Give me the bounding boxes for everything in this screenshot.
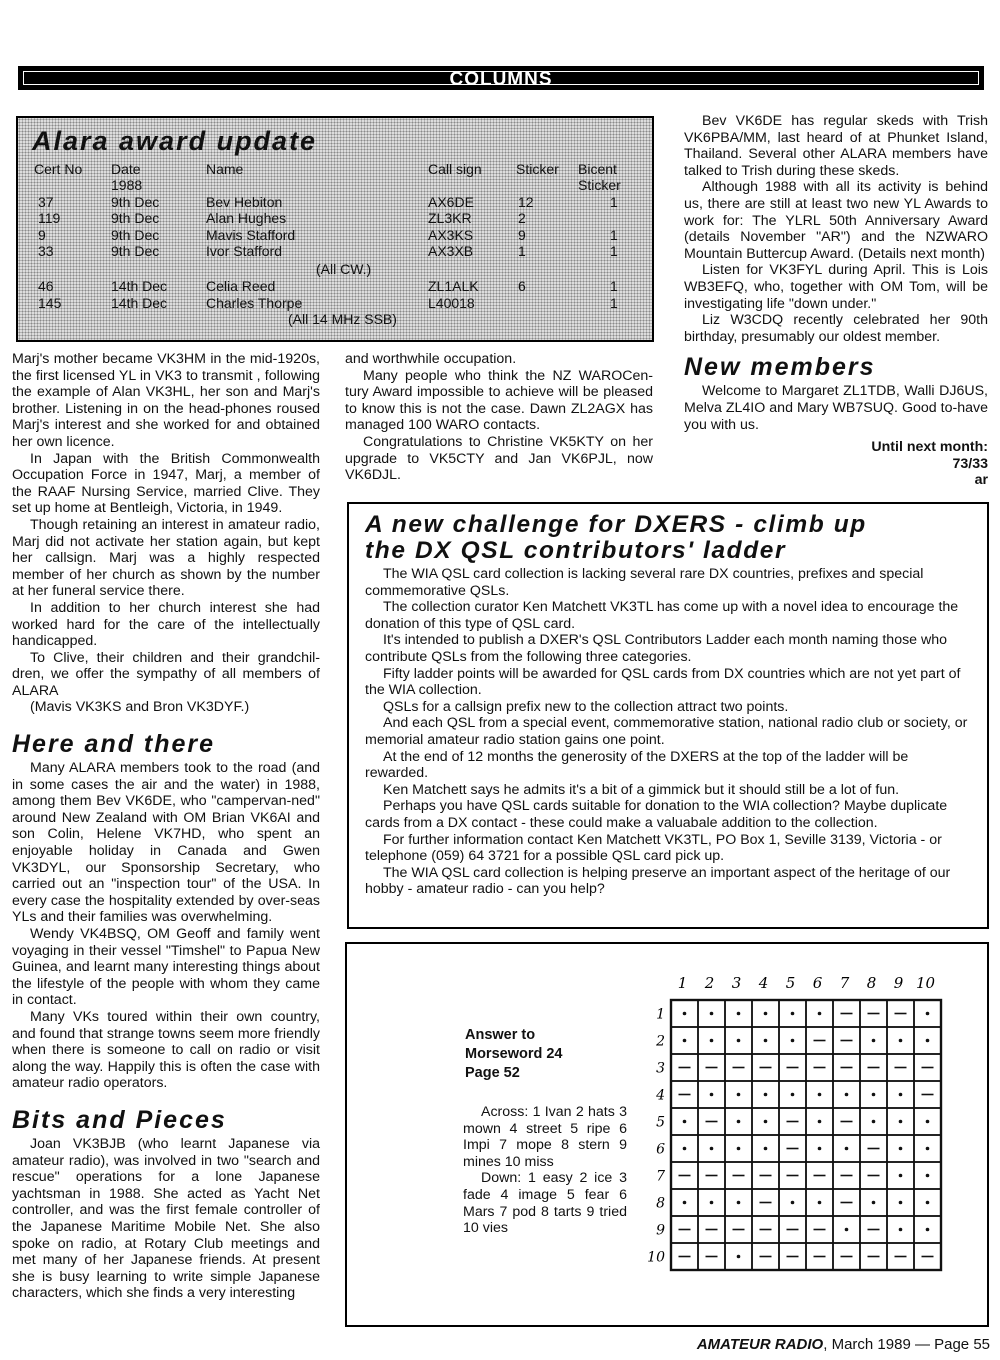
award-update-box (16, 116, 654, 342)
paragraph: Joan VK3BJB (who learnt Japanese via amateur radio), was involved in two "search and rescue" operations for a lone Japanese yachtsman in 1988. She acted as Yacht Net controller, and was the first female controller of the Japanese Maritime Mobile Net. She also spoke on radio, at Rotary Club meetings and met many of her Japanese friends. At present she is busy learning to write simple Japanese characters, which she finds a very interesting (12, 1135, 320, 1302)
heading-line: Answer to (465, 1027, 536, 1043)
col-header-call: Call sign (428, 161, 482, 177)
paragraph: Wendy VK4BSQ, OM Geoff and family went voyaging in their vessel "Timshel" to Papua New Guinea, and learnt many interesting things about the lifestyle of the people with whom they came in contact. (12, 926, 320, 1009)
morse-dot (764, 1039, 768, 1043)
heading-line: Page 52 (465, 1065, 520, 1081)
morse-dot (818, 1093, 822, 1097)
morse-dot (683, 1039, 687, 1043)
row-number: 3 (656, 1060, 665, 1077)
heading-line: Morseword 24 (465, 1046, 563, 1062)
award-cell-name: Bev Hebiton (206, 194, 283, 210)
row-number: 7 (656, 1168, 665, 1185)
award-cell-cert: 46 (38, 278, 54, 294)
award-cell-call: ZL3KR (428, 210, 472, 226)
signoff-line: Until next month: (871, 439, 988, 456)
paragraph: In addition to her church interest she had worked hard for the care of the intellectually handicapped. (12, 599, 320, 650)
award-cell-name: Ivor Stafford (206, 243, 283, 259)
morse-dot (683, 1201, 687, 1205)
award-cell-date: 14th Dec (111, 278, 168, 294)
here-and-there-title: Here and there (12, 730, 216, 759)
paragraph: Congratulations to Christine VK5KTY on her upgrade to VK5CTY and Jan VK6PJL, now VK6DJL. (345, 433, 653, 484)
bits-and-pieces-title: Bits and Pieces (12, 1105, 227, 1134)
row-number: 9 (656, 1222, 665, 1239)
paragraph: Many VKs toured within their own country, and found that strange towns seem more friendly when there is someone to call on radio or visit along the way. Happily this is often the case with amateur radio operators. (12, 1008, 320, 1092)
morse-dot (710, 1039, 714, 1043)
paragraph: Many ALARA members took to the road (and in some cases the air and the water) in 1988, among them Bev VK6DE, who "campervan-ned" around New Zealand with OM Brian VK6AI and son Colin, Helene VK7HD, who spent an enjoyable holiday in Canada and Gwen VK3DYL, our Sponsorship Secretary, who carried out an "inspection tour" of the USA. In every case the hospitality extended by over-seas YLs and their families was overwhelming. (12, 760, 320, 926)
morse-dot (818, 1012, 822, 1016)
award-cell-date: 9th Dec (111, 194, 160, 210)
paragraph: Listen for VK3FYL during April. This is Lois WB3EFQ, who, together with OM Tom, will be investigating life "down under." (684, 262, 988, 312)
morse-dot (845, 1228, 849, 1232)
morse-dot (899, 1201, 903, 1205)
morse-dot (872, 1039, 876, 1043)
column-number: 5 (785, 974, 796, 992)
row-number: 8 (656, 1195, 665, 1212)
morse-dot (764, 1120, 768, 1124)
morse-dot (737, 1120, 741, 1124)
paragraph: The WIA QSL card collection is lacking several rare DX countries, prefixes and special commemorative QSLs. (365, 566, 924, 599)
award-cell-date: 9th Dec (111, 243, 160, 259)
morse-dot (845, 1147, 849, 1151)
paragraph: and worthwhile occupation. (345, 351, 517, 367)
signoff-code: 73/33 (952, 455, 988, 472)
column-number: 3 (731, 974, 742, 992)
columns-banner (18, 66, 984, 90)
morse-dot (764, 1147, 768, 1151)
row-number: 10 (647, 1249, 665, 1266)
note-ssb: (All 14 MHz SSB) (288, 311, 397, 327)
award-cell-date: 14th Dec (111, 295, 168, 311)
award-cell-sticker: 2 (518, 210, 526, 226)
dx-title (365, 512, 971, 564)
morse-dot (791, 1093, 795, 1097)
morse-dot (683, 1147, 687, 1151)
morse-dot (737, 1201, 741, 1205)
column-number: 1 (677, 974, 688, 992)
left-intro (12, 351, 320, 716)
award-cell-sticker: 9 (518, 227, 526, 243)
award-cell-cert: 145 (38, 295, 62, 311)
paragraph: Fifty ladder points will be awarded for QSL cards from DX countries which are not yet part of the WIA collection. (365, 665, 961, 699)
new-members-title: New members (684, 353, 876, 382)
here-and-there-body (12, 760, 320, 1092)
paragraph: And each QSL from a special event, commemorative station, national radio club or society, or memorial amateur radio station gains one point. (365, 715, 968, 748)
award-cell-date: 9th Dec (111, 210, 160, 226)
page-footer (670, 1336, 990, 1353)
award-cell-sticker: 12 (518, 194, 534, 210)
clues-across: Across: 1 Ivan 2 hats 3 mown 4 street 5 ripe 6 Impi 7 mope 8 stern 9 mines 10 miss (463, 1104, 627, 1170)
column-number: 2 (704, 974, 715, 992)
dx-body (365, 566, 971, 898)
award-cell-name: Charles Thorpe (206, 295, 303, 311)
morse-dot (791, 1201, 795, 1205)
morse-dot (899, 1174, 903, 1178)
award-cell-bicent: 1 (610, 295, 618, 311)
award-cell-name: Alan Hughes (206, 210, 287, 226)
paragraph: Bev VK6DE has regular skeds with Trish VK6PBA/MM, last heard of at Phunket Island, Thailand. Several other ALARA members have talked to Trish during these skeds. (684, 113, 988, 179)
award-cell-call: AX3XB (428, 243, 474, 259)
paragraph: Although 1988 with all its activity is behind us, there are still at least two new YL Awards to work for: The YLRL 50th Anniversary Award (details November "AR") and the NZWARO Mountain Buttercup Award. (Details next month) (684, 179, 988, 262)
dx-challenge-box (347, 502, 989, 929)
col-header-name: Name (206, 161, 244, 177)
morseword-grid (643, 954, 943, 1294)
paragraph: It's intended to publish a DXER's QSL Contributors Ladder each month naming those who contribute QSLs from the following three categories. (365, 632, 948, 665)
morse-dot (926, 1201, 930, 1205)
column-number: 6 (812, 974, 823, 992)
row-number: 4 (656, 1087, 665, 1104)
paragraph: Though retaining an interest in amateur radio, Marj did not activate her station again, but kept her callsign. Marj was a highly respected member of her church as shown by the number at her funeral service there. (12, 516, 320, 600)
paragraph: Liz W3CDQ recently celebrated her 90th birthday, presumably our oldest member. (684, 312, 988, 345)
morseword-heading (465, 1026, 563, 1083)
banner-title: COLUMNS (23, 71, 979, 85)
award-title: Alara award update (32, 126, 318, 156)
col-subheader-year: 1988 (111, 177, 143, 193)
paragraph: Ken Matchett says he admits it's a bit of a gimmick but it should still be a lot of fun. (383, 781, 900, 798)
award-cell-call: ZL1ALK (428, 278, 479, 294)
morse-dot (737, 1147, 741, 1151)
column-number: 10 (915, 974, 936, 992)
morse-dot (899, 1120, 903, 1124)
award-cell-cert: 9 (38, 227, 46, 243)
morse-dot (926, 1228, 930, 1232)
paragraph: The WIA QSL card collection is helping preserve an important aspect of the heritage of our hobby - amateur radio - can you help? (365, 864, 951, 898)
column-number: 4 (758, 974, 769, 992)
award-cell-cert: 37 (38, 194, 54, 210)
column-number: 7 (839, 974, 850, 992)
award-cell-bicent: 1 (610, 278, 618, 294)
morse-dot (710, 1147, 714, 1151)
col-subheader-sticker: Sticker (578, 177, 621, 193)
dx-title-line2: the DX QSL contributors' ladder (365, 537, 787, 564)
morse-dot (710, 1201, 714, 1205)
issue-and-page: , March 1989 — Page 55 (823, 1336, 990, 1353)
morse-dot (872, 1201, 876, 1205)
row-number: 6 (656, 1141, 665, 1158)
morse-dot (926, 1147, 930, 1151)
paragraph: To Clive, their children and their grandchil-dren, we offer the sympathy of all members of ALARA (12, 649, 320, 699)
award-cell-call: L40018 (428, 295, 475, 311)
award-cell-call: AX3KS (428, 227, 474, 243)
morse-dot (899, 1147, 903, 1151)
left-column (12, 351, 320, 1302)
award-cell-name: Celia Reed (206, 278, 276, 294)
paragraph: Many people who think the NZ WAROCen-tury Award impossible to achieve will be pleased to know this is not the case. Dawn ZL2AGX has managed 100 WARO contacts. (345, 367, 653, 434)
row-number: 2 (656, 1033, 665, 1050)
right-column (684, 113, 988, 489)
col-header-cert: Cert No (34, 161, 83, 177)
award-cell-sticker: 1 (518, 243, 526, 259)
paragraph: The collection curator Ken Matchett VK3TL has come up with a novel idea to encourage the donation of this type of QSL card. (365, 599, 959, 632)
award-cell-cert: 119 (38, 210, 61, 226)
paragraph: For further information contact Ken Matchett VK3TL, PO Box 1, Seville 3139, Victoria - or telephone (059) 64 3721 for a possible QSL card pick up. (365, 831, 942, 865)
morse-dot (764, 1012, 768, 1016)
paragraph: Marj's mother became VK3HM in the mid-1920s, the first licensed YL in VK3 to transmit , following the example of Alan VK3HL, her son and Marj's brother. Listening in on the head-phones roused Marj's interest and she worked for and obtained her own licence. (12, 351, 320, 450)
morse-dot (926, 1012, 930, 1016)
award-cell-bicent: 1 (610, 243, 618, 259)
morse-dot (926, 1039, 930, 1043)
paragraph: Welcome to Margaret ZL1TDB, Walli DJ6US, Melva ZL4IO and Mary WB7SUQ. Good to-have you with us. (684, 383, 988, 433)
magazine-name: AMATEUR RADIO (696, 1336, 824, 1353)
row-number: 5 (656, 1114, 665, 1131)
morse-dot (872, 1093, 876, 1097)
morse-dot (737, 1093, 741, 1097)
signoff-ar: ar (974, 472, 988, 489)
paragraph: (Mavis VK3KS and Bron VK3DYF.) (30, 699, 250, 716)
morse-dot (926, 1174, 930, 1178)
morse-dot (683, 1012, 687, 1016)
award-cell-call: AX6DE (428, 194, 474, 210)
paragraph: QSLs for a callsign prefix new to the collection attract two points. (383, 698, 789, 715)
col-header-sticker: Sticker (516, 161, 559, 177)
award-cell-name: Mavis Stafford (206, 227, 296, 243)
morse-dot (710, 1012, 714, 1016)
morse-dot (764, 1093, 768, 1097)
morseword-answer-box (345, 942, 989, 1327)
middle-column (345, 351, 653, 484)
morse-dot (737, 1255, 741, 1259)
morse-dot (899, 1228, 903, 1232)
col-header-bicent: Bicent (578, 161, 617, 177)
morse-dot (899, 1039, 903, 1043)
award-cell-cert: 33 (38, 243, 54, 259)
morse-dot (845, 1093, 849, 1097)
column-number: 8 (866, 974, 877, 992)
paragraph: At the end of 12 months the generosity of the DXERS at the top of the ladder will be rewarded. (365, 748, 909, 782)
col-header-date: Date (111, 161, 141, 177)
dx-title-line1: A new challenge for DXERS - climb up (365, 511, 867, 538)
morse-dot (710, 1093, 714, 1097)
morse-dot (818, 1201, 822, 1205)
morse-dot (737, 1039, 741, 1043)
award-cell-sticker: 6 (518, 278, 526, 294)
morse-dot (683, 1120, 687, 1124)
paragraph: In Japan with the British Commonwealth Occupation Force in 1947, Marj, a member of the RAAF Nursing Service, married Clive. They set up home at Bentleigh, Victoria, in 1949. (12, 450, 320, 517)
award-cell-date: 9th Dec (111, 227, 160, 243)
award-cell-bicent: 1 (610, 194, 618, 210)
row-number: 1 (656, 1006, 665, 1023)
morse-dot (818, 1120, 822, 1124)
morse-dot (791, 1012, 795, 1016)
morse-dot (872, 1120, 876, 1124)
award-cell-bicent: 1 (610, 227, 618, 243)
morse-dot (926, 1120, 930, 1124)
note-cw: (All CW.) (316, 261, 372, 277)
morse-dot (791, 1039, 795, 1043)
morse-dot (737, 1012, 741, 1016)
clues-down: Down: 1 easy 2 ice 3 fade 4 image 5 fear 6 Mars 7 pod 8 tarts 9 tried 10 vies (463, 1170, 627, 1237)
column-number: 9 (893, 974, 904, 992)
morse-dot (899, 1093, 903, 1097)
morseword-clues (463, 1104, 627, 1237)
paragraph: Perhaps you have QSL cards suitable for donation to the WIA collection? Maybe duplicate cards from a DX contact - these could make a valuabale addition to the collection. (365, 798, 948, 831)
morse-dot (818, 1147, 822, 1151)
bits-and-pieces-body (12, 1136, 320, 1302)
